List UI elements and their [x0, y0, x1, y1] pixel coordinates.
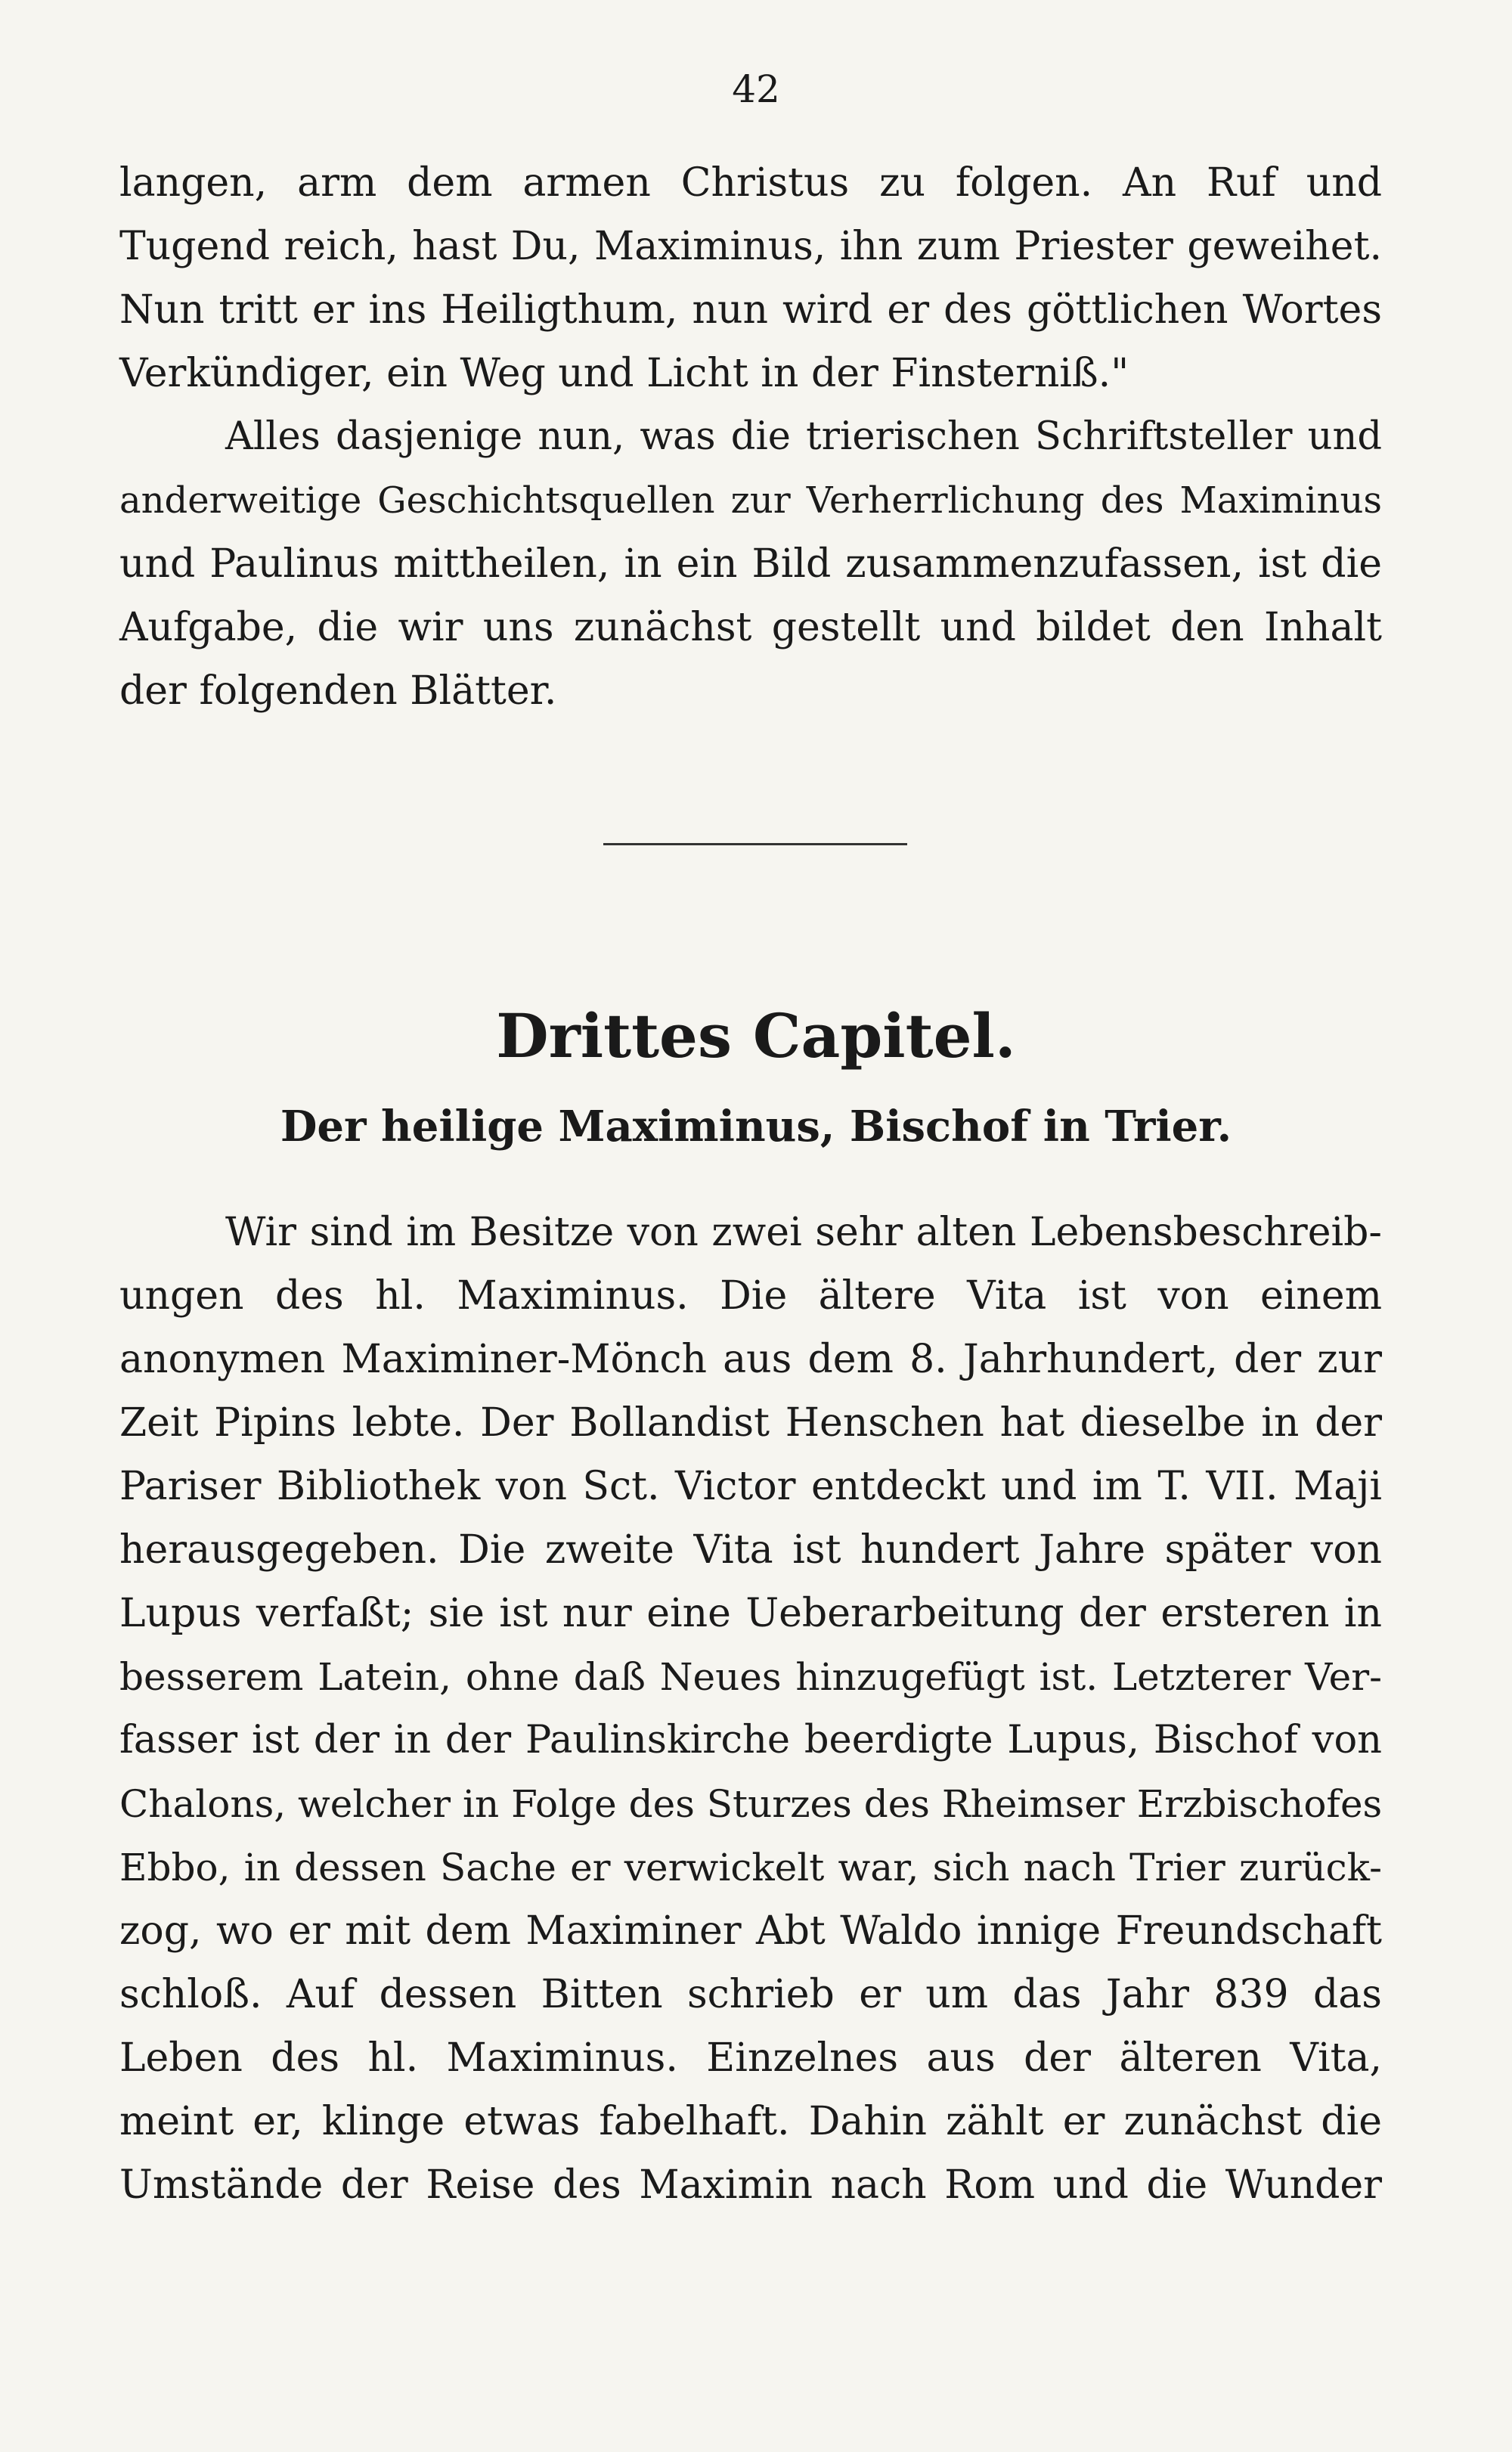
- text-line: Leben des hl. Maximinus. Einzelnes aus der älteren Vita,: [119, 2035, 1382, 2081]
- text-line: Zeit Pipins lebte. Der Bollandist Henschen hat dieselbe in der: [119, 1400, 1382, 1446]
- text-line: meint er, klinge etwas fabelhaft. Dahin zählt er zunächst die: [119, 2099, 1382, 2144]
- text-line: Verkündiger, ein Weg und Licht in der Finsterniß.": [119, 351, 1129, 396]
- text-line: schloß. Auf dessen Bitten schrieb er um das Jahr 839 das: [119, 1972, 1382, 2017]
- text-line: fasser ist der in der Paulinskirche beerdigte Lupus, Bischof von: [119, 1718, 1382, 1762]
- text-line: langen, arm dem armen Christus zu folgen. An Ruf und: [119, 160, 1382, 206]
- text-line: anderweitige Geschichtsquellen zur Verherrlichung des Maximinus: [119, 479, 1382, 522]
- text-line: herausgegeben. Die zweite Vita ist hundert Jahre später von: [119, 1527, 1382, 1573]
- text-line: Ebbo, in dessen Sache er verwickelt war, sich nach Trier zurück-: [119, 1846, 1382, 1889]
- text-line: Umstände der Reise des Maximin nach Rom und die Wunder: [119, 2162, 1382, 2208]
- text-line: Alles dasjenige nun, was die trierischen Schriftsteller und: [225, 414, 1382, 459]
- text-line: Nun tritt er ins Heiligthum, nun wird er des göttlichen Wortes: [119, 287, 1382, 333]
- chapter-title: Drittes Capitel.: [496, 1000, 1016, 1071]
- chapter-subtitle: Der heilige Maximinus, Bischof in Trier.: [280, 1102, 1232, 1152]
- text-line: Wir sind im Besitze von zwei sehr alten Lebensbeschreib-: [225, 1210, 1382, 1255]
- text-line: anonymen Maximiner-Mönch aus dem 8. Jahrhundert, der zur: [119, 1337, 1382, 1382]
- text-line: und Paulinus mittheilen, in ein Bild zusammenzufassen, ist die: [119, 541, 1382, 587]
- text-line: Chalons, welcher in Folge des Sturzes des Rheimser Erzbischofes: [119, 1782, 1383, 1826]
- text-line: Lupus verfaßt; sie ist nur eine Ueberarbeitung der ersteren in: [119, 1591, 1382, 1636]
- text-line: Pariser Bibliothek von Sct. Victor entdeckt und im T. VII. Maji: [119, 1464, 1382, 1509]
- text-line: Aufgabe, die wir uns zunächst gestellt und bildet den Inhalt: [119, 605, 1382, 650]
- section-divider: [603, 843, 907, 845]
- text-line: zog, wo er mit dem Maximiner Abt Waldo innige Freundschaft: [119, 1908, 1382, 1954]
- text-line: der folgenden Blätter.: [119, 668, 557, 714]
- paragraph-continuation: [119, 151, 1382, 723]
- chapter-body: [119, 1201, 1382, 2217]
- page-number: 42: [732, 67, 780, 111]
- text-line: besserem Latein, ohne daß Neues hinzugefügt ist. Letzterer Ver-: [119, 1655, 1382, 1699]
- text-line: ungen des hl. Maximinus. Die ältere Vita ist von einem: [119, 1273, 1382, 1319]
- text-line: Tugend reich, hast Du, Maximinus, ihn zum Priester geweihet.: [119, 224, 1382, 269]
